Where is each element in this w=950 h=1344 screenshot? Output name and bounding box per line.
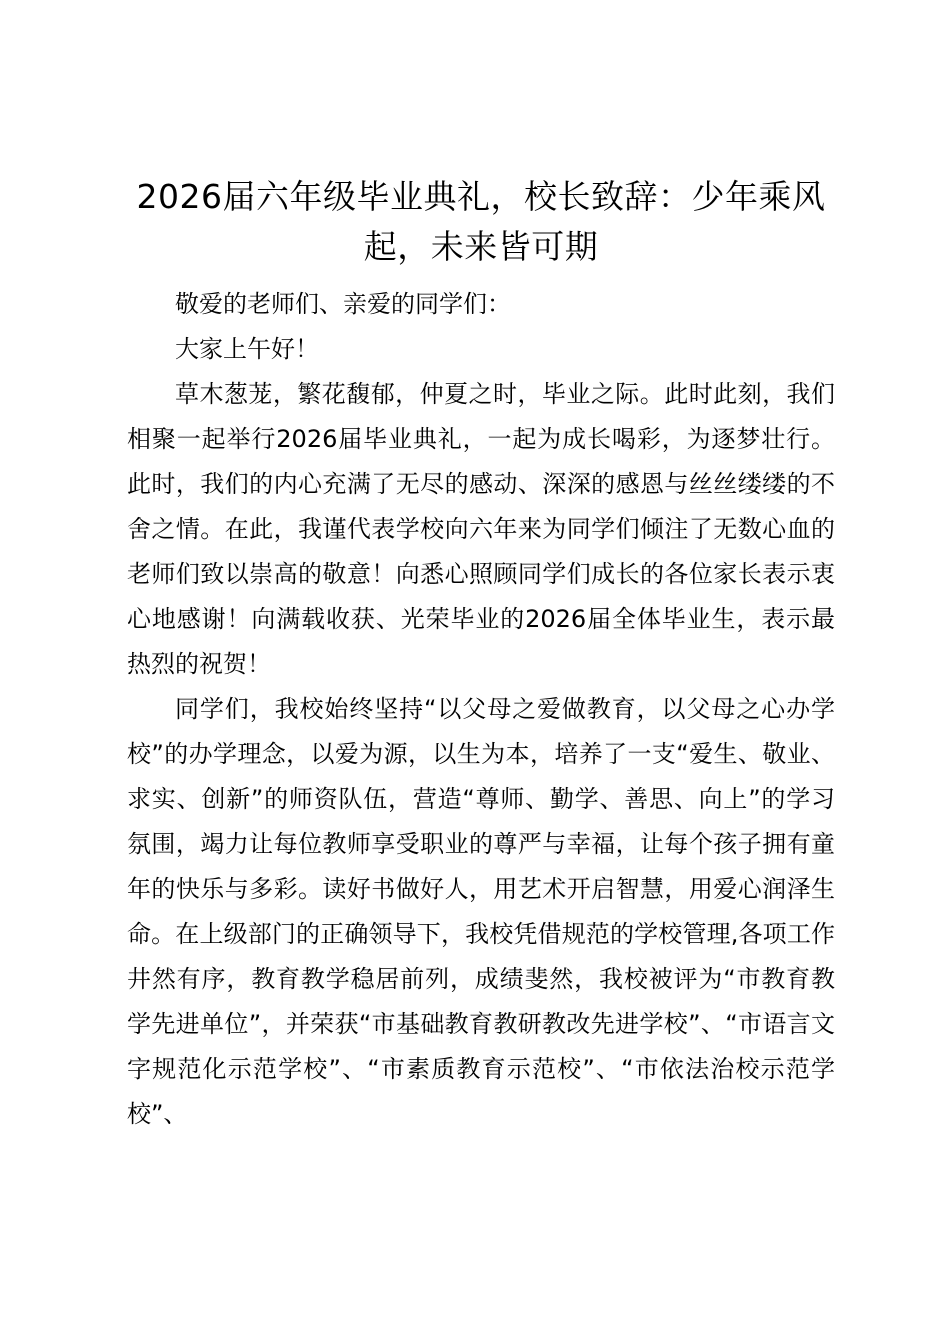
body-paragraph: 同学们，我校始终坚持“以父母之爱做教育，以父母之心办学校”的办学理念，以爱为源，以生为本，培养了一支“爱生、敬业、求实、创新”的师资队伍，营造“尊师、勤学、善思、向上”的学习氛围，竭力让每位教师享受职业的尊严与幸福，让每个孩子拥有童年的快乐与多彩。读好书做好人，用艺术开启智慧，用爱心润泽生命。在上级部门的正确领导下，我校凭借规范的学校管理,各项工作井然有序，教育教学稳居前列，成绩斐然，我校被评为“市教育教学先进单位”，并荣获“市基础教育教研教改先进学校”、“市语言文字规范化示范学校”、“市素质教育示范校”、“市依法治校示范学校”、 xyxy=(127,695,835,1128)
salutation-paragraph: 大家上午好！ xyxy=(175,335,319,363)
document-page xyxy=(127,172,835,1137)
document-title: 2026届六年级毕业典礼，校长致辞：少年乘风起，未来皆可期 xyxy=(136,177,826,266)
body-paragraph: 草木葱茏，繁花馥郁，仲夏之时，毕业之际。此时此刻，我们相聚一起举行2026届毕业典礼，一起为成长喝彩，为逐梦壮行。此时，我们的内心充满了无尽的感动、深深的感恩与丝丝缕缕的不舍之情。在此，我谨代表学校向六年来为同学们倾注了无数心血的老师们致以崇高的敬意！向悉心照顾同学们成长的各位家长表示衷心地感谢！向满载收获、光荣毕业的2026届全体毕业生，表示最热烈的祝贺！ xyxy=(127,380,835,678)
greeting-paragraph: 敬爱的老师们、亲爱的同学们： xyxy=(175,290,511,318)
